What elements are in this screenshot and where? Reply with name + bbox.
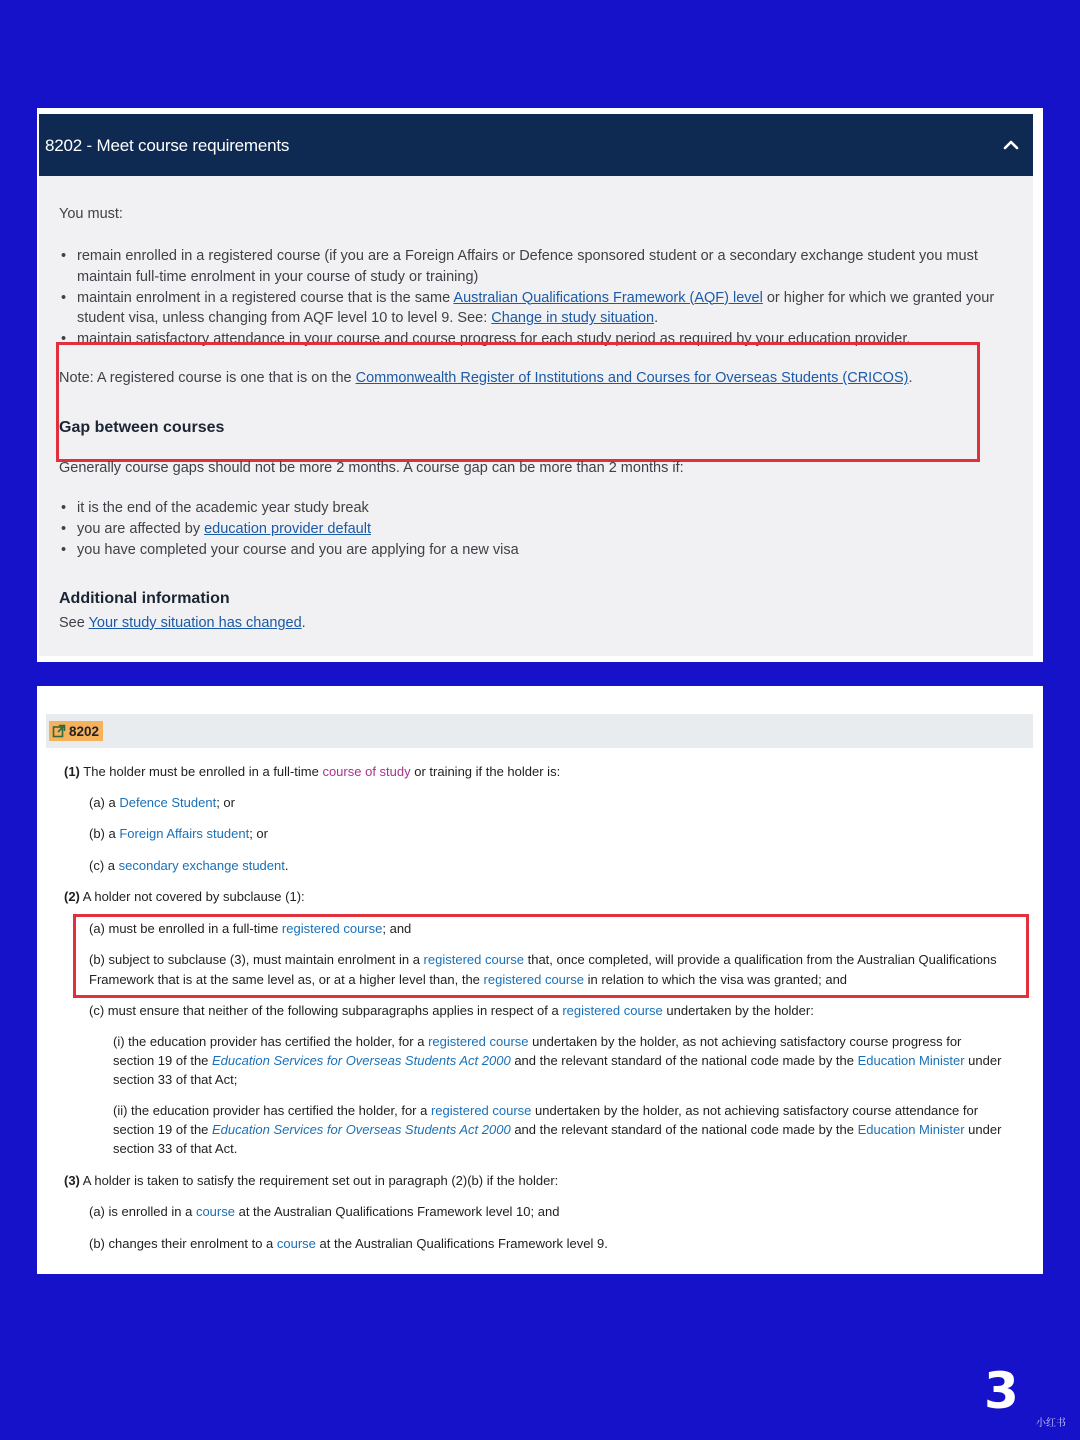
defined-term-link[interactable]: course [276,1236,316,1251]
list-item [59,540,519,561]
study-situation-changed-link[interactable]: Your study situation has changed [88,615,302,631]
subclause-number: (3) [64,1173,80,1188]
list-item-text: it is the end of the academic year study break [77,500,369,516]
defined-term-link[interactable]: registered course [483,972,584,987]
subclause-3 [64,1171,558,1191]
defined-term-link[interactable]: Foreign Affairs student [119,826,250,841]
paragraph-1b [89,824,268,844]
list-item-text: you are affected by [77,520,205,537]
aqf-level-link[interactable]: Australian Qualifications Framework (AQF) level [453,289,763,306]
clause-text: ; or [216,795,235,810]
subparagraph-2ci [113,1032,961,1052]
cricos-link[interactable]: Commonwealth Register of Institutions and Courses for Overseas Students (CRICOS) [355,370,909,386]
visa-condition-card [37,108,1043,662]
note-prefix: Note: A registered course is one that is on the [59,370,356,386]
clause-text: (b) subject to subclause (3), must maintain enrolment in a [89,952,424,967]
defined-term-link[interactable]: Education Minister [857,1053,965,1068]
gap-list [59,498,519,560]
additional-info-heading: Additional information [59,590,230,607]
subclause-number: (1) [64,764,80,779]
defined-term-link[interactable]: course of study [322,764,411,779]
defined-term-link[interactable]: registered course [423,952,524,967]
chevron-up-icon[interactable] [1001,136,1021,154]
external-link-icon[interactable] [52,724,66,738]
paragraph-2a [89,919,411,939]
clause-text: (a) must be enrolled in a full-time [89,921,282,936]
clause-header-bar [46,714,1033,748]
clause-text: (ii) the education provider has certified the holder, for a [113,1103,431,1118]
subparagraph-2ci-continued [113,1051,1001,1071]
list-item-text: you have completed your course and you are applying for a new visa [77,541,519,558]
act-link[interactable]: Education Services for Overseas Students Act 2000 [212,1122,511,1137]
clause-text: or training if the holder is: [410,764,561,779]
accordion-title: 8202 - Meet course requirements [45,136,290,155]
paragraph-1c [89,856,288,876]
defined-term-link[interactable]: course [195,1204,235,1219]
defined-term-link[interactable]: registered course [428,1034,529,1049]
clause-text: at the Australian Qualifications Framework level 9. [315,1236,608,1251]
clause-text: (c) must ensure that neither of the following subparagraphs applies in respect of a [89,1003,563,1018]
clause-text: (i) the education provider has certified the holder, for a [113,1034,429,1049]
paragraph-2c [89,1001,814,1021]
watermark: 小红书 [1036,1418,1066,1429]
clause-text: Framework that is at the same level as, or at a higher level than, the [89,972,484,987]
intro-text: You must: [59,206,123,222]
clause-text: (a) a [89,795,120,810]
clause-text: in relation to which the visa was granted; and [583,972,848,987]
subparagraph-2ci-end: section 33 of that Act; [113,1072,238,1087]
provider-default-link[interactable]: education provider default [204,520,371,537]
defined-term-link[interactable]: registered course [281,921,383,936]
subparagraph-2cii-end: section 33 of that Act. [113,1141,238,1156]
clause-text: and the relevant standard of the national code made by the [510,1053,858,1068]
clause-text: The holder must be enrolled in a full-time [79,764,323,779]
clause-text: at the Australian Qualifications Framework level 10; and [234,1204,560,1219]
clause-text: . [284,858,289,873]
defined-term-link[interactable]: Education Minister [857,1122,965,1137]
paragraph-2b [89,950,997,970]
clause-badge[interactable] [49,721,103,741]
note-suffix: . [908,370,913,386]
see-suffix: . [301,615,306,631]
paragraph-3b [89,1234,608,1254]
subclause-1 [64,762,560,782]
accordion-header[interactable] [39,114,1033,176]
clause-text: undertaken by the holder: [662,1003,814,1018]
subparagraph-2cii-continued [113,1120,1001,1140]
clause-text: A holder is taken to satisfy the requirement set out in paragraph (2)(b) if the holder: [79,1173,559,1188]
subclause-2 [64,887,305,907]
list-item [59,246,1019,288]
clause-number: 8202 [69,723,100,739]
list-item-text: student visa, unless changing from AQF level 10 to level 9. See: [77,310,492,327]
list-item [59,519,519,540]
act-link[interactable]: Education Services for Overseas Students Act 2000 [212,1053,511,1068]
page-number: 3 [984,1362,1019,1420]
paragraph-2b-continued [89,970,847,990]
clause-text: (b) a [89,826,120,841]
clause-text: under [964,1053,1002,1068]
clause-text: (c) a [89,858,119,873]
clause-text: undertaken by the holder, as not achieving satisfactory course attendance for [531,1103,979,1118]
defined-term-link[interactable]: registered course [562,1003,663,1018]
paragraph-3a [89,1202,559,1222]
clause-text: A holder not covered by subclause (1): [79,889,305,904]
list-item-text: maintain satisfactory attendance in your course and course progress for each study period as required by your education provider. [77,331,911,348]
clause-text: undertaken by the holder, as not achieving satisfactory course progress for [528,1034,962,1049]
subclause-number: (2) [64,889,80,904]
list-item [59,288,1019,330]
list-item-text: remain enrolled in a registered course (if you are a Foreign Affairs or Defence sponsored student or a secondary exchange student you must [77,248,978,264]
clause-text: that, once completed, will provide a qualification from the Australian Qualifications [524,952,997,967]
list-item-text: or higher for which we granted your [762,289,995,306]
clause-text: and the relevant standard of the national code made by the [510,1122,858,1137]
clause-text: section 19 of the [113,1122,213,1137]
highlight-box [56,342,980,462]
clause-text: ; or [249,826,268,841]
list-item [59,498,519,519]
defined-term-link[interactable]: registered course [430,1103,532,1118]
list-item-text: maintain enrolment in a registered course that is the same [77,289,454,306]
subparagraph-2cii [113,1101,978,1121]
list-item-text: maintain full-time enrolment in your course of study or training) [77,268,479,285]
clause-text: section 19 of the [113,1053,213,1068]
requirements-list [59,246,1019,350]
list-item-text: . [654,310,659,327]
additional-info-text [59,615,306,631]
clause-text: ; and [382,921,412,936]
defined-term-link[interactable]: Defence Student [119,795,217,810]
accordion-body [39,176,1033,656]
see-prefix: See [59,615,89,631]
defined-term-link[interactable]: secondary exchange student [118,858,285,873]
clause-text: (b) changes their enrolment to a [89,1236,277,1251]
legislation-card [37,686,1043,1274]
paragraph-1a [89,793,235,813]
gap-intro: Generally course gaps should not be more 2 months. A course gap can be more than 2 months if: [59,460,684,476]
clause-text: (a) is enrolled in a [89,1204,196,1219]
change-study-situation-link[interactable]: Change in study situation [491,310,655,327]
gap-heading: Gap between courses [59,419,225,436]
note-text [59,370,913,386]
clause-text: under [964,1122,1002,1137]
